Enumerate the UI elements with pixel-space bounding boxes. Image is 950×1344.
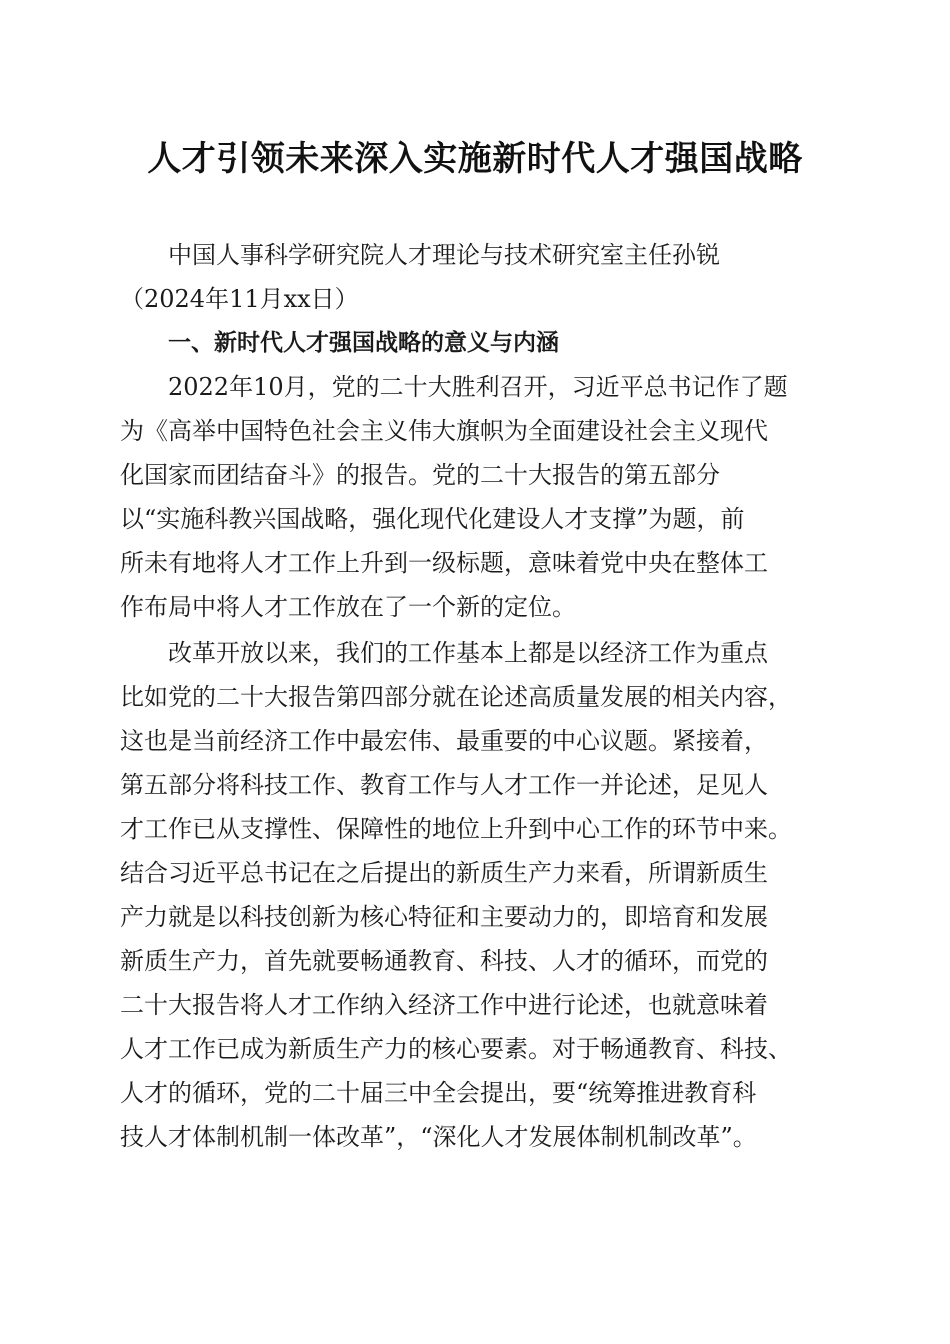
paragraph-line: 化国家而团结奋斗》的报告。党的二十大报告的第五部分	[120, 461, 720, 489]
author-line: 中国人事科学研究院人才理论与技术研究室主任孙锐	[168, 241, 720, 269]
paragraph-line: 才工作已从支撑性、保障性的地位上升到中心工作的环节中来。	[120, 815, 792, 843]
paragraph-line: 2022年10月，党的二十大胜利召开，习近平总书记作了题	[168, 373, 788, 401]
paragraph-line: 结合习近平总书记在之后提出的新质生产力来看，所谓新质生	[120, 859, 768, 887]
paragraph-line: 为《高举中国特色社会主义伟大旗帜为全面建设社会主义现代	[120, 417, 768, 445]
paragraph-line: 新质生产力，首先就要畅通教育、科技、人才的循环，而党的	[120, 947, 768, 975]
paragraph-line: 这也是当前经济工作中最宏伟、最重要的中心议题。紧接着，	[120, 727, 768, 755]
paragraph-line: 产力就是以科技创新为核心特征和主要动力的，即培育和发展	[120, 903, 768, 931]
paragraph-line: 二十大报告将人才工作纳入经济工作中进行论述，也就意味着	[120, 991, 768, 1019]
section-heading: 一、新时代人才强国战略的意义与内涵	[168, 330, 559, 356]
paragraph-line: 第五部分将科技工作、教育工作与人才工作一并论述，足见人	[120, 771, 768, 799]
paragraph-line: 人才工作已成为新质生产力的核心要素。对于畅通教育、科技、	[120, 1035, 792, 1063]
document-title: 人才引领未来深入实施新时代人才强国战略	[147, 139, 803, 179]
paragraph-line: 比如党的二十大报告第四部分就在论述高质量发展的相关内容，	[120, 683, 792, 711]
paragraph-line: 技人才体制机制一体改革”，“深化人才发展体制机制改革”。	[120, 1123, 757, 1151]
date-line: （2024年11月xx日）	[120, 285, 359, 313]
paragraph-line: 所未有地将人才工作上升到一级标题，意味着党中央在整体工	[120, 549, 768, 577]
paragraph-line: 作布局中将人才工作放在了一个新的定位。	[120, 593, 576, 621]
paragraph-line: 改革开放以来，我们的工作基本上都是以经济工作为重点	[168, 639, 768, 667]
paragraph-line: 人才的循环，党的二十届三中全会提出，要“统筹推进教育科	[120, 1079, 757, 1107]
paragraph-line: 以“实施科教兴国战略，强化现代化建设人才支撑”为题，前	[120, 505, 745, 533]
